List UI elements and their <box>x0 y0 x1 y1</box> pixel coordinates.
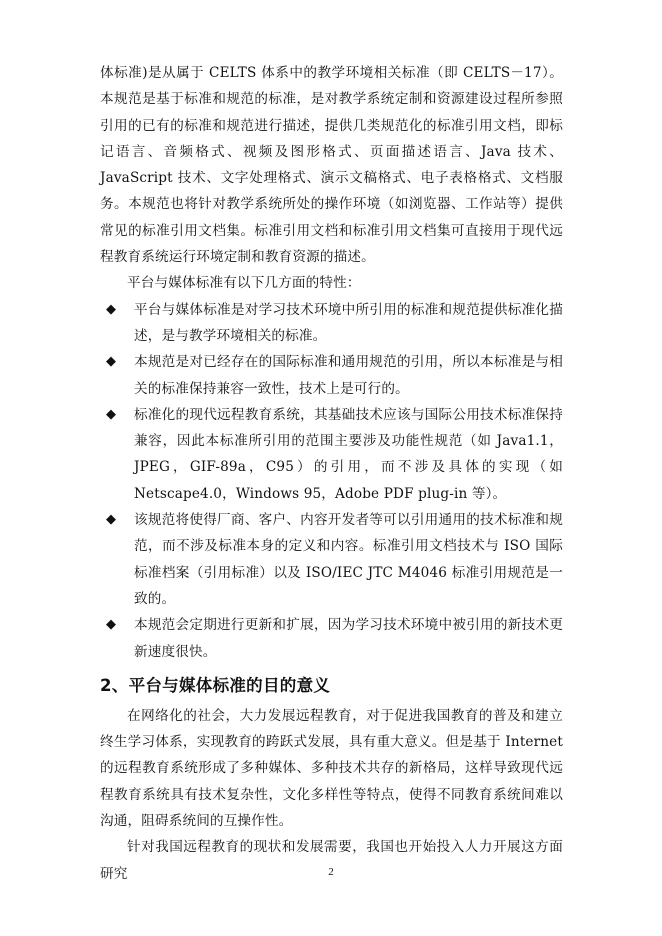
diamond-bullet-icon: ◆ <box>106 617 117 633</box>
intro-paragraph: 体标准)是从属于 CELTS 体系中的教学环境相关标准（即 CELTS－17）。本规范是基于标准和规范的标准，是对教学系统定制和资源建设过程所参照引用的已有的标准和规范进行描述，提供几类规范化的标准引用文档，即标记语言、音频格式、视频及图形格式、页面描述语言、Java 技术、JavaScript 技术、文字处理格式、演示文稿格式、电子表格格式、文档服务。本规范也将针对教学系统所处的操作环境（如浏览器、工作站等）提供常见的标准引用文档集。标准引用文档和标准引用文档集可直接用于现代远程教育系统运行环境定制和教育资源的描述。 <box>100 65 563 266</box>
list-item <box>100 402 563 507</box>
list-item-text: 该规范将使得厂商、客户、内容开发者等可以引用通用的技术标准和规范，而不涉及标准本身的定义和内容。标准引用文档技术与 ISO 国际标准档案（引用标准）以及 ISO/IEC JTC M4046 标准引用规范是一致的。 <box>134 512 563 607</box>
list-item <box>100 612 563 665</box>
features-lead: 平台与媒体标准有以下几方面的特性： <box>127 275 361 292</box>
page-content <box>100 60 563 887</box>
list-item-text: 平台与媒体标准是对学习技术环境中所引用的标准和规范提供标准化描述，是与教学环境相关的标准。 <box>134 301 563 344</box>
list-item-text: 本规范会定期进行更新和扩展，因为学习技术环境中被引用的新技术更新速度很快。 <box>134 617 563 660</box>
diamond-bullet-icon: ◆ <box>106 354 117 370</box>
diamond-bullet-icon: ◆ <box>106 512 117 528</box>
section-paragraph: 针对我国远程教育的现状和发展需要，我国也开始投入人力开展这方面研究 <box>100 839 563 882</box>
list-item <box>100 507 563 612</box>
section-paragraph: 在网络化的社会，大力发展远程教育，对于促进我国教育的普及和建立终生学习体系，实现教育的跨跃式发展，具有重大意义。但是基于 Internet 的远程教育系统形成了多种媒体、多种技术共存的新格局，这样导致现代远程教育系统具有技术复杂性，文化多样性等特点，使得不同教育系统间难以沟通，阻碍系统间的互操作性。 <box>100 707 563 830</box>
list-item-text: 本规范是对已经存在的国际标准和通用规范的引用，所以本标准是与相关的标准保持兼容一致性，技术上是可行的。 <box>134 354 563 397</box>
page-number: 2 <box>328 866 334 878</box>
list-item <box>100 349 563 402</box>
list-item <box>100 297 563 350</box>
diamond-bullet-icon: ◆ <box>106 301 117 317</box>
feature-list <box>100 297 563 665</box>
section-heading: 2、平台与媒体标准的目的意义 <box>100 675 331 695</box>
diamond-bullet-icon: ◆ <box>106 406 117 422</box>
list-item-text: 标准化的现代远程教育系统，其基础技术应该与国际公用技术标准保持兼容，因此本标准所引用的范围主要涉及功能性规范（如 Java1.1，JPEG，GIF-89a，C95）的引用，而不涉及具体的实现（如 Netscape4.0，Windows 95，Adobe PDF plug-in 等）。 <box>134 406 563 502</box>
